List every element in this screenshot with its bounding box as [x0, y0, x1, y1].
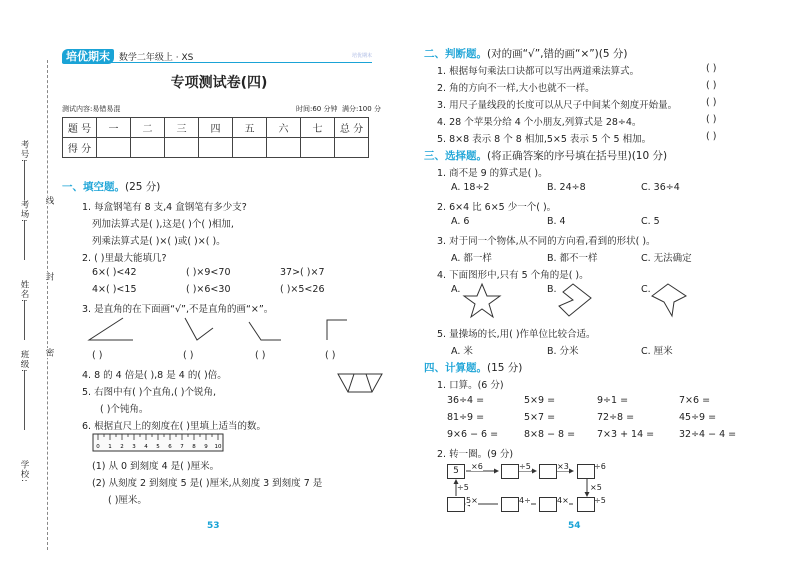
- calc-item: 81÷9 =: [447, 412, 485, 423]
- score-cell: 总 分: [335, 118, 369, 138]
- judge-1: 1. 根据每句乘法口诀都可以写出两道乘法算式。: [437, 66, 640, 77]
- score-input[interactable]: [301, 138, 335, 158]
- question-3: 3. 是直角的在下面画“√”,不是直角的画“×”。: [82, 304, 274, 315]
- choice-2-c: C. 5: [641, 216, 660, 227]
- test-time: 时间:60 分钟: [296, 105, 338, 113]
- choice-1-b: B. 24÷8: [547, 182, 586, 193]
- score-input[interactable]: [335, 138, 369, 158]
- judge-3: 3. 用尺子量线段的长度可以从尺子中间某个刻度开始量。: [437, 100, 678, 111]
- calc-item: 9×6 − 6 =: [447, 429, 499, 440]
- binding-underline: [24, 370, 25, 430]
- arrow-shape: [650, 282, 690, 320]
- chain-op: ÷6: [594, 462, 606, 471]
- score-input[interactable]: [233, 138, 267, 158]
- section-judge-title: [424, 46, 628, 61]
- chain-op: ×6: [471, 462, 483, 471]
- question-6-2-cont: ( )厘米。: [108, 495, 147, 506]
- header-rule: [62, 62, 372, 63]
- choice-1-c: C. 36÷4: [641, 182, 680, 193]
- question-1-b: 列乘法算式是( )×( )或( )×( )。: [92, 236, 226, 247]
- binding-underline: [24, 160, 25, 200]
- question-1: 1. 每盒钢笔有 8 支,4 盒钢笔有多少支?: [82, 202, 247, 213]
- choice-3-c: C. 无法确定: [641, 253, 692, 264]
- choice-5-c: C. 厘米: [641, 346, 673, 357]
- trapezoid-figure: [336, 372, 384, 394]
- ruler-tick-label: 6: [168, 444, 172, 450]
- binding-cut-secret: 密: [44, 348, 54, 358]
- chain-op: ×3: [557, 462, 569, 471]
- test-content: 测试内容:易错易混: [62, 105, 121, 113]
- page-title: 专项测试卷(四): [170, 75, 268, 91]
- ruler-figure: [92, 433, 224, 453]
- chain-op: 5×: [466, 496, 478, 505]
- chain-op: ÷5: [594, 496, 606, 505]
- pentagon-shape: [555, 282, 595, 320]
- choice-3: 3. 对于同一个物体,从不同的方向看,看到的形状( )。: [437, 236, 656, 247]
- q3-paren-4[interactable]: ( ): [325, 350, 336, 361]
- score-table-row: [63, 138, 369, 158]
- chain-op: ×5: [590, 483, 602, 492]
- binding-label-class: 班级:: [19, 350, 29, 373]
- angle-figure-2: [185, 318, 213, 340]
- page-number: 53: [207, 521, 220, 531]
- score-cell: 题 号: [63, 118, 97, 138]
- section-note: (25 分): [125, 181, 161, 193]
- judge-paren-1[interactable]: ( ): [706, 63, 717, 74]
- calc-sub-2: 2. 转一圈。(9 分): [437, 449, 514, 460]
- q2-row2-a: 4×( )<15: [92, 284, 137, 295]
- judge-paren-2[interactable]: ( ): [706, 80, 717, 91]
- chain-start-box: 5: [447, 464, 465, 479]
- judge-4: 4. 28 个苹果分给 4 个小朋友,列算式是 28÷4。: [437, 117, 642, 128]
- score-input[interactable]: [131, 138, 165, 158]
- calc-item: 32÷4 − 4 =: [679, 429, 737, 440]
- section-note: (对的画“√”,错的画“×”)(5 分): [487, 48, 628, 60]
- score-cell: 三: [165, 118, 199, 138]
- score-cell: 五: [233, 118, 267, 138]
- ruler-tick-label: 8: [192, 444, 196, 450]
- choice-2-a: A. 6: [451, 216, 470, 227]
- page-number-right: [568, 521, 581, 531]
- book-subject: 数学二年级上 · XS: [118, 53, 194, 63]
- page-number: 54: [568, 521, 581, 531]
- calc-item: 7×6 =: [679, 395, 711, 406]
- section-heading: 一、填空题。: [62, 181, 125, 193]
- page-number-left: [207, 521, 220, 531]
- section-calc-title: [424, 360, 522, 375]
- choice-4: 4. 下面图形中,只有 5 个角的是( )。: [437, 270, 589, 281]
- judge-paren-4[interactable]: ( ): [706, 114, 717, 125]
- section-heading: 三、选择题。: [424, 150, 487, 162]
- q2-row2-c: ( )×5<26: [280, 284, 325, 295]
- binding-label-id: 考号:: [19, 140, 29, 163]
- binding-label-name: 姓名:: [19, 280, 29, 303]
- ruler-tick-label: 0: [96, 444, 100, 450]
- choice-2-b: B. 4: [547, 216, 566, 227]
- section-heading: 二、判断题。: [424, 48, 487, 60]
- chain-op: ÷5: [457, 483, 469, 492]
- calc-item: 45÷9 =: [679, 412, 717, 423]
- question-6-2: (2) 从刻度 2 到刻度 5 是( )厘米,从刻度 3 到刻度 7 是: [92, 478, 323, 489]
- calc-item: 5×9 =: [524, 395, 556, 406]
- q3-paren-3[interactable]: ( ): [255, 350, 266, 361]
- angle-figure-3: [249, 322, 281, 340]
- calc-item: 7×3 + 14 =: [597, 429, 655, 440]
- judge-paren-3[interactable]: ( ): [706, 97, 717, 108]
- judge-2: 2. 角的方向不一样,大小也就不一样。: [437, 83, 595, 94]
- binding-label-room: 考场:: [19, 200, 29, 223]
- score-cell: 二: [131, 118, 165, 138]
- calc-item: 72÷8 =: [597, 412, 635, 423]
- score-cell: 七: [301, 118, 335, 138]
- chain-op: 4÷: [519, 496, 531, 505]
- choice-3-b: B. 都不一样: [547, 253, 598, 264]
- brand-logo: 培优期末: [62, 49, 114, 64]
- section-heading: 四、计算题。: [424, 362, 487, 374]
- header-right-mark: 培优期末: [352, 53, 373, 59]
- choice-4-c: C.: [641, 284, 651, 295]
- choice-2: 2. 6×4 比 6×5 少一个( )。: [437, 202, 557, 213]
- binding-label-school: 学校:: [19, 460, 29, 483]
- ruler-tick-label: 1: [108, 444, 112, 450]
- question-5-b: ( )个钝角。: [100, 404, 149, 415]
- question-6: 6. 根据直尺上的刻度在( )里填上适当的数。: [82, 421, 267, 432]
- chain-box[interactable]: [577, 464, 595, 479]
- choice-4-b: B.: [547, 284, 557, 295]
- judge-5: 5. 8×8 表示 8 个 8 相加,5×5 表示 5 个 5 相加。: [437, 134, 652, 145]
- score-cell: 六: [267, 118, 301, 138]
- calc-item: 5×7 =: [524, 412, 556, 423]
- q2-row2-b: ( )×6<30: [186, 284, 231, 295]
- q2-row1-a: 6×( )<42: [92, 267, 137, 278]
- section-choice-title: [424, 148, 667, 163]
- angle-figures: [85, 316, 365, 346]
- question-4: 4. 8 的 4 倍是( ),8 是 4 的( )倍。: [82, 370, 227, 381]
- score-cell: 得 分: [63, 138, 97, 158]
- q2-row1-b: ( )×9<70: [186, 267, 231, 278]
- chain-op: 4×: [557, 496, 569, 505]
- ruler-tick-label: 4: [144, 444, 148, 450]
- calc-item: 36÷4 =: [447, 395, 485, 406]
- calc-item: 9÷1 =: [597, 395, 629, 406]
- test-score: 满分:100 分: [342, 105, 381, 113]
- ruler-tick-label: 3: [132, 444, 136, 450]
- binding-dashed-line: [47, 60, 48, 550]
- question-5-a: 5. 右图中有( )个直角,( )个锐角,: [82, 387, 216, 398]
- choice-4-a: A.: [451, 284, 461, 295]
- ruler-tick-label: 10: [214, 444, 222, 450]
- question-6-1: (1) 从 0 到刻度 4 是( )厘米。: [92, 461, 220, 472]
- score-input[interactable]: [199, 138, 233, 158]
- choice-3-a: A. 都一样: [451, 253, 492, 264]
- question-1-a: 列加法算式是( ),这是( )个( )相加,: [92, 219, 234, 230]
- star-shape: [462, 282, 502, 320]
- section-note: (15 分): [487, 362, 523, 374]
- judge-paren-5[interactable]: ( ): [706, 131, 717, 142]
- choice-1-a: A. 18÷2: [451, 182, 490, 193]
- section-note: (将正确答案的序号填在括号里)(10 分): [487, 150, 668, 162]
- q2-row1-c: 37>( )×7: [280, 267, 325, 278]
- score-input[interactable]: [267, 138, 301, 158]
- angle-figure-4: [327, 320, 347, 340]
- section-fill-blank-title: [62, 179, 160, 194]
- chain-box[interactable]: [539, 464, 557, 479]
- q3-paren-2[interactable]: ( ): [183, 350, 194, 361]
- chain-box[interactable]: [447, 497, 465, 512]
- chain-box[interactable]: [577, 497, 595, 512]
- choice-5-a: A. 米: [451, 346, 473, 357]
- angle-figure-1: [89, 318, 133, 340]
- chain-box[interactable]: [501, 464, 519, 479]
- calc-sub-1: 1. 口算。(6 分): [437, 380, 504, 391]
- chain-box[interactable]: [501, 497, 519, 512]
- binding-cut-seal: 封: [44, 272, 54, 282]
- score-table: [62, 117, 369, 158]
- ruler-tick-label: 2: [120, 444, 124, 450]
- choice-5-b: B. 分米: [547, 346, 579, 357]
- ruler-tick-label: 5: [156, 444, 160, 450]
- score-table-header: [63, 118, 369, 138]
- ruler-tick-label: 7: [180, 444, 184, 450]
- chain-op: ÷5: [519, 462, 531, 471]
- chain-box[interactable]: [539, 497, 557, 512]
- calc-item: 8×8 − 8 =: [524, 429, 576, 440]
- score-cell: 四: [199, 118, 233, 138]
- choice-1: 1. 商不是 9 的算式是( )。: [437, 168, 548, 179]
- score-cell: 一: [97, 118, 131, 138]
- score-input[interactable]: [97, 138, 131, 158]
- score-input[interactable]: [165, 138, 199, 158]
- binding-underline: [24, 300, 25, 340]
- q3-paren-1[interactable]: ( ): [92, 350, 103, 361]
- binding-underline: [24, 220, 25, 260]
- choice-5: 5. 量操场的长,用( )作单位比较合适。: [437, 329, 596, 340]
- ruler-tick-label: 9: [204, 444, 208, 450]
- question-2: 2. ( )里最大能填几?: [82, 253, 167, 264]
- binding-cut-line: 线: [44, 196, 54, 206]
